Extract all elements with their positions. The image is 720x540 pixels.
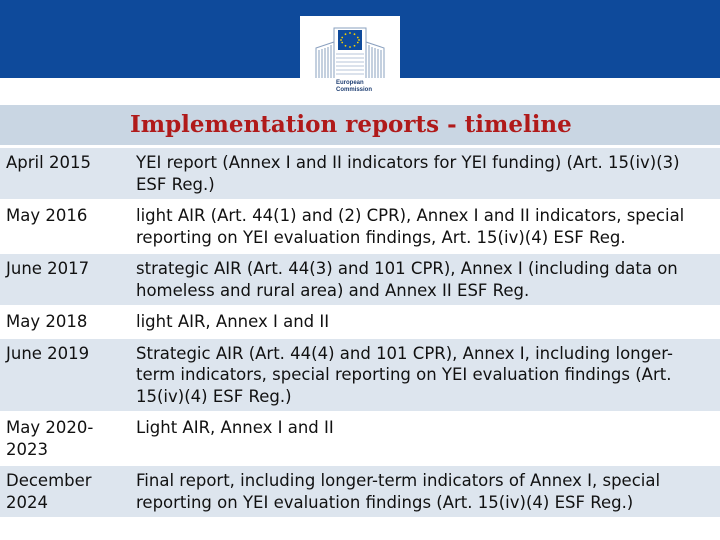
- row-description: light AIR, Annex I and II: [128, 306, 720, 338]
- row-description: Strategic AIR (Art. 44(4) and 101 CPR), Annex I, including longer-term indicators, special reporting on YEI evaluation findings (Art. 15(iv)(4) ESF Reg.): [128, 338, 720, 413]
- table-row: [0, 338, 720, 413]
- table-row: [0, 200, 720, 253]
- row-description: Final report, including longer-term indicators of Annex I, special reporting on YEI evaluation findings (Art. 15(iv)(4) ESF Reg.): [128, 465, 720, 517]
- table-row: [0, 412, 720, 465]
- table-row: [0, 147, 720, 200]
- row-date: May 2016: [0, 200, 128, 253]
- table-row: [0, 253, 720, 306]
- logo-text-line1: European: [336, 80, 364, 86]
- table-row: [0, 465, 720, 517]
- row-description: strategic AIR (Art. 44(3) and 101 CPR), Annex I (including data on homeless and rural area) and Annex II ESF Reg.: [128, 253, 720, 306]
- row-date: December 2024: [0, 465, 128, 517]
- row-description: YEI report (Annex I and II indicators for YEI funding) (Art. 15(iv)(3) ESF Reg.): [128, 147, 720, 200]
- logo-text: [336, 80, 372, 94]
- commission-building-icon: [314, 22, 386, 80]
- logo-text-line2: Commission: [336, 87, 373, 93]
- row-description: light AIR (Art. 44(1) and (2) CPR), Annex I and II indicators, special reporting on YEI evaluation findings, Art. 15(iv)(4) ESF Reg.: [128, 200, 720, 253]
- row-date: June 2019: [0, 338, 128, 413]
- row-description: Light AIR, Annex I and II: [128, 412, 720, 465]
- row-date: May 2018: [0, 306, 128, 338]
- row-date: May 2020-2023: [0, 412, 128, 465]
- row-date: June 2017: [0, 253, 128, 306]
- table-row: [0, 306, 720, 338]
- timeline-table: [0, 146, 720, 517]
- european-commission-logo: [300, 16, 400, 102]
- page-title: Implementation reports - timeline: [130, 111, 572, 138]
- row-date: April 2015: [0, 147, 128, 200]
